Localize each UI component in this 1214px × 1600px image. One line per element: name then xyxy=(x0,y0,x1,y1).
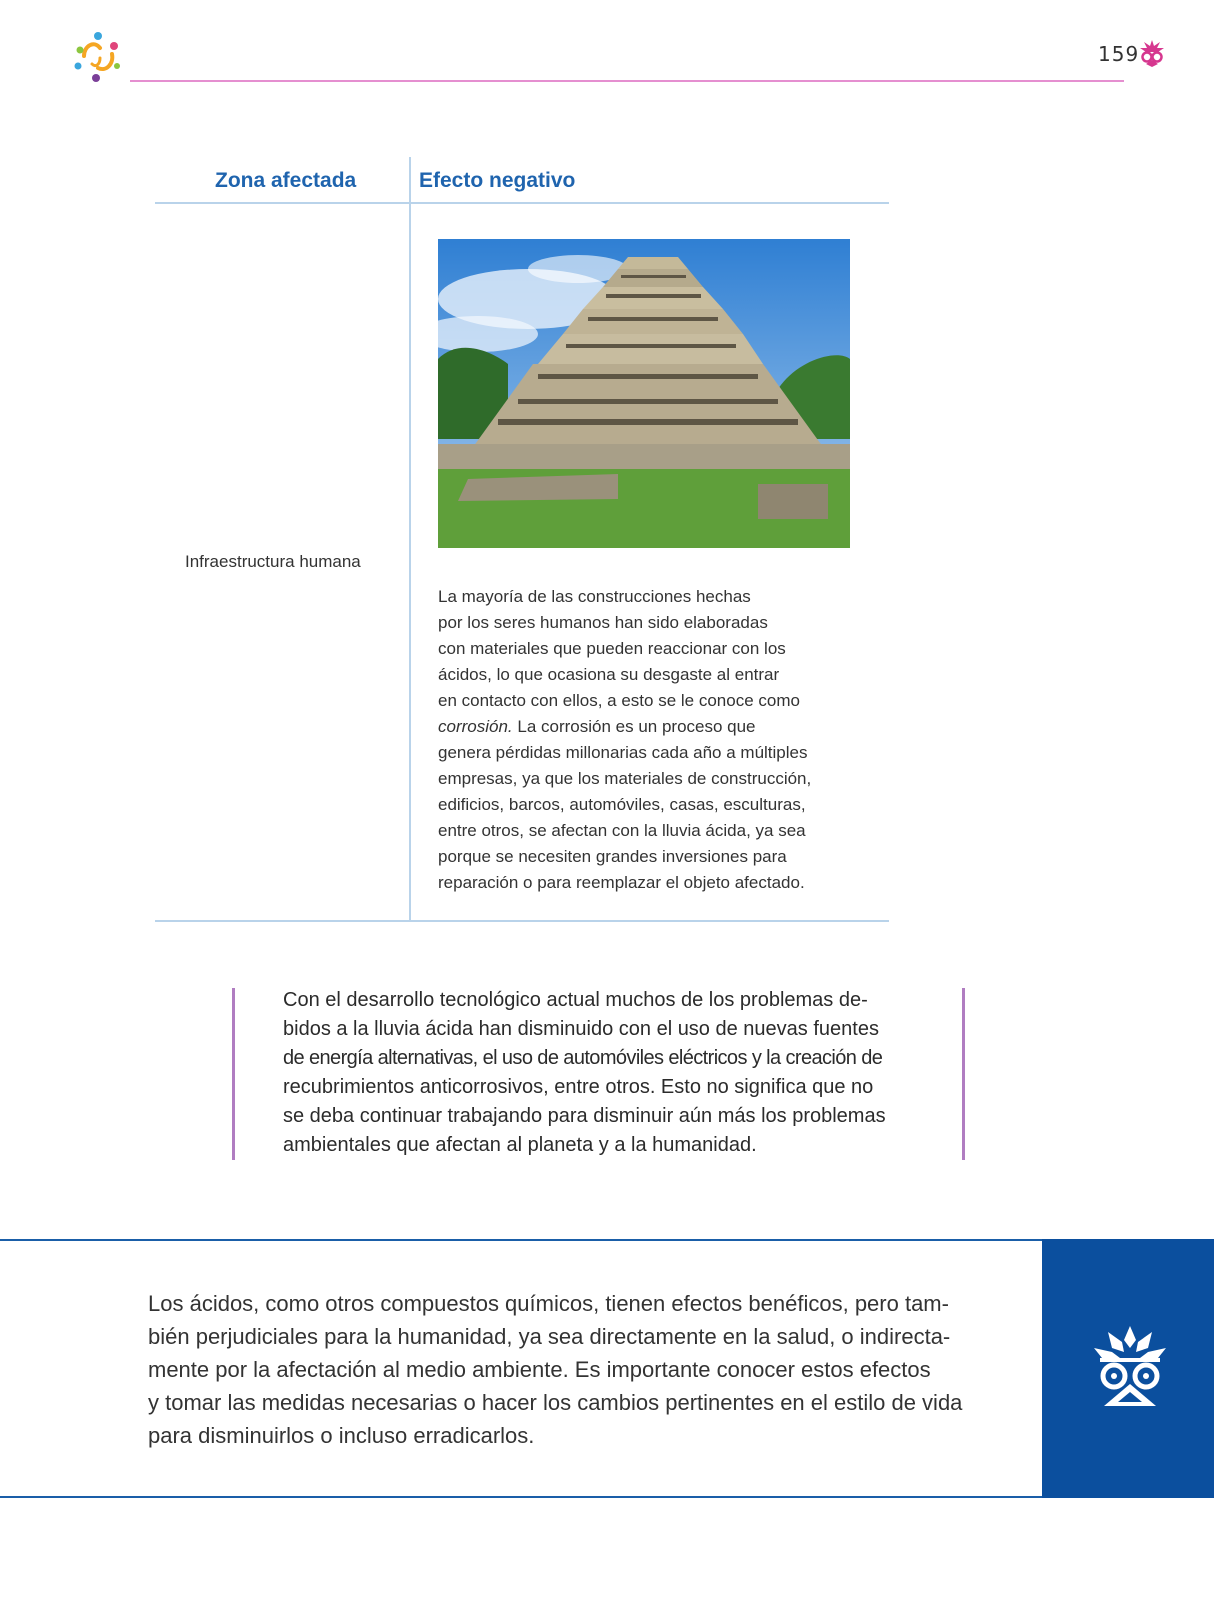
text-line: bién perjudiciales para la humanidad, ya sea directamente en la salud, o indirecta- xyxy=(148,1324,951,1349)
summary-paragraph xyxy=(148,1287,1008,1452)
quote-paragraph xyxy=(283,986,913,1160)
table-header-rule xyxy=(155,202,889,204)
text-line: reparación o para reemplazar el objeto afectado. xyxy=(438,873,805,892)
text-line: recubrimientos anticorrosivos, entre otros. Esto no significa que no xyxy=(283,1076,874,1098)
italic-term: corrosión. xyxy=(438,717,513,736)
text-line: genera pérdidas millonarias cada año a múltiples xyxy=(438,743,808,762)
text-line: y tomar las medidas necesarias o hacer los cambios pertinentes en el estilo de vida xyxy=(148,1390,963,1415)
text-line: empresas, ya que los materiales de construcción, xyxy=(438,769,812,788)
pink-flower-ornament-icon xyxy=(1138,38,1166,68)
zone-cell: Infraestructura humana xyxy=(185,552,361,571)
text-fragment: La corrosión es un proceso que xyxy=(512,717,756,736)
summary-top-rule xyxy=(0,1239,1214,1241)
text-line: bidos a la lluvia ácida han disminuido con el uso de nuevas fuentes xyxy=(283,1018,879,1040)
white-tree-ornament-icon xyxy=(1090,1326,1170,1408)
text-line: para disminuirlos o incluso erradicarlos. xyxy=(148,1423,535,1448)
text-line: en contacto con ellos, a esto se le conoce como xyxy=(438,691,800,710)
pyramid-photo xyxy=(438,239,850,548)
text-line: edificios, barcos, automóviles, casas, esculturas, xyxy=(438,795,806,814)
column-header-effect: Efecto negativo xyxy=(419,169,576,192)
text-line: ácidos, lo que ocasiona su desgaste al entrar xyxy=(438,665,780,684)
effects-table xyxy=(155,157,889,922)
text-line: entre otros, se afectan con la lluvia ácida, ya sea xyxy=(438,821,806,840)
text-line: ambientales que afectan al planeta y a la humanidad. xyxy=(283,1134,757,1156)
quote-bar-right xyxy=(962,988,965,1160)
column-header-zone: Zona afectada xyxy=(215,169,357,192)
table-bottom-rule xyxy=(155,920,889,922)
text-line: por los seres humanos han sido elaboradas xyxy=(438,613,768,632)
summary-bottom-rule xyxy=(0,1496,1214,1498)
text-line xyxy=(438,714,858,740)
text-line: Con el desarrollo tecnológico actual muchos de los problemas de- xyxy=(283,989,868,1011)
text-line: porque se necesiten grandes inversiones para xyxy=(438,847,787,866)
colorful-dots-logo-icon xyxy=(70,28,126,84)
text-line: de energía alternativas, el uso de automóviles eléctricos y la creación de xyxy=(283,1047,883,1069)
text-line: La mayoría de las construcciones hechas xyxy=(438,587,751,606)
text-line: Los ácidos, como otros compuestos químicos, tienen efectos benéficos, pero tam- xyxy=(148,1291,949,1316)
header-rule xyxy=(130,80,1124,82)
text-line: mente por la afectación al medio ambiente. Es importante conocer estos efectos xyxy=(148,1357,931,1382)
page-number: 159 xyxy=(1098,42,1140,66)
quote-bar-left xyxy=(232,988,235,1160)
table-column-divider xyxy=(409,157,411,922)
text-line: con materiales que pueden reaccionar con los xyxy=(438,639,786,658)
effect-description xyxy=(438,584,858,896)
text-line: se deba continuar trabajando para disminuir aún más los problemas xyxy=(283,1105,886,1127)
